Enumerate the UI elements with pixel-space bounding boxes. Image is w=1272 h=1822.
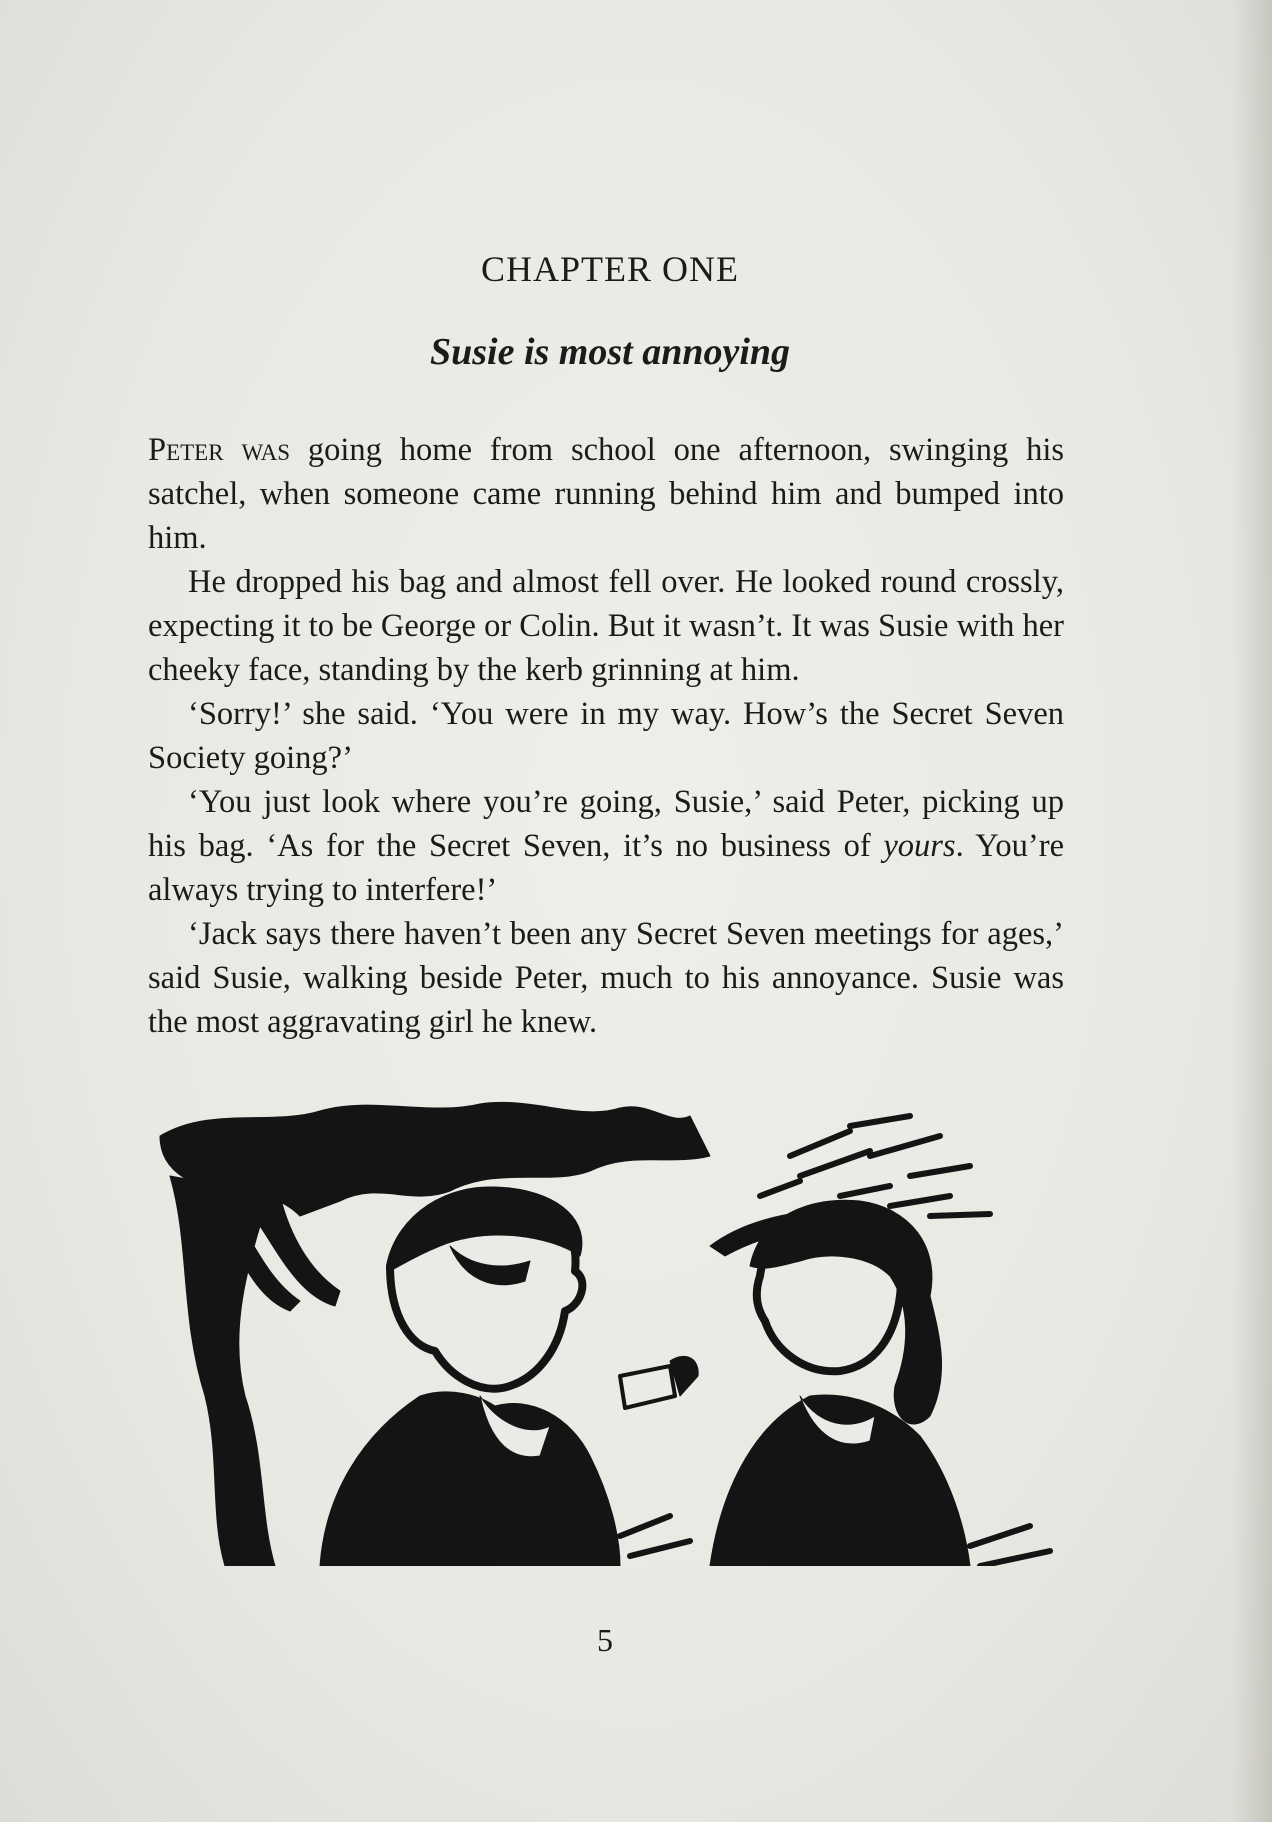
paragraph-text: . You’re always trying to interfere!’ — [148, 828, 1064, 908]
paragraph-1 — [148, 428, 1064, 560]
emphasis-yours: yours — [883, 828, 956, 864]
paragraph-2 — [148, 560, 1064, 692]
chapter-body — [148, 428, 1064, 1044]
boy-body — [320, 1392, 620, 1566]
paragraph-4 — [148, 780, 1064, 912]
paragraph-5 — [148, 912, 1064, 1044]
chapter-title: Susie is most annoying — [429, 331, 791, 373]
paragraph-text: going home from school one afternoon, swinging his satchel, when someone came running behind him and bumped into him. — [148, 432, 1064, 556]
foliage-right — [760, 1116, 990, 1216]
girl-body — [710, 1395, 970, 1566]
opening-smallcaps: Peter was — [148, 432, 291, 468]
page-edge-shadow — [1232, 0, 1272, 1822]
tree-trunk — [170, 1176, 340, 1566]
chapter-number: CHAPTER ONE — [480, 249, 739, 289]
page-number: 5 — [597, 1622, 613, 1658]
satchel — [620, 1366, 675, 1408]
chapter-illustration — [150, 1096, 1060, 1566]
paragraph-text: He dropped his bag and almost fell over. He looked round crossly, expecting it to be George or Colin. But it wasn’t. It was Susie with her cheeky face, standing by the kerb grinning at him. — [148, 564, 1064, 688]
paragraph-3 — [148, 692, 1064, 780]
paragraph-text: ‘You just look where you’re going, Susie,’ said Peter, picking up his bag. ‘As for the Secret Seven, it’s no business of — [148, 784, 1064, 864]
paragraph-text: ‘Sorry!’ she said. ‘You were in my way. How’s the Secret Seven Society going?’ — [148, 696, 1064, 776]
paragraph-text: ‘Jack says there haven’t been any Secret Seven meetings for ages,’ said Susie, walking beside Peter, much to his annoyance. Susie was the most aggravating girl he knew. — [148, 916, 1064, 1040]
